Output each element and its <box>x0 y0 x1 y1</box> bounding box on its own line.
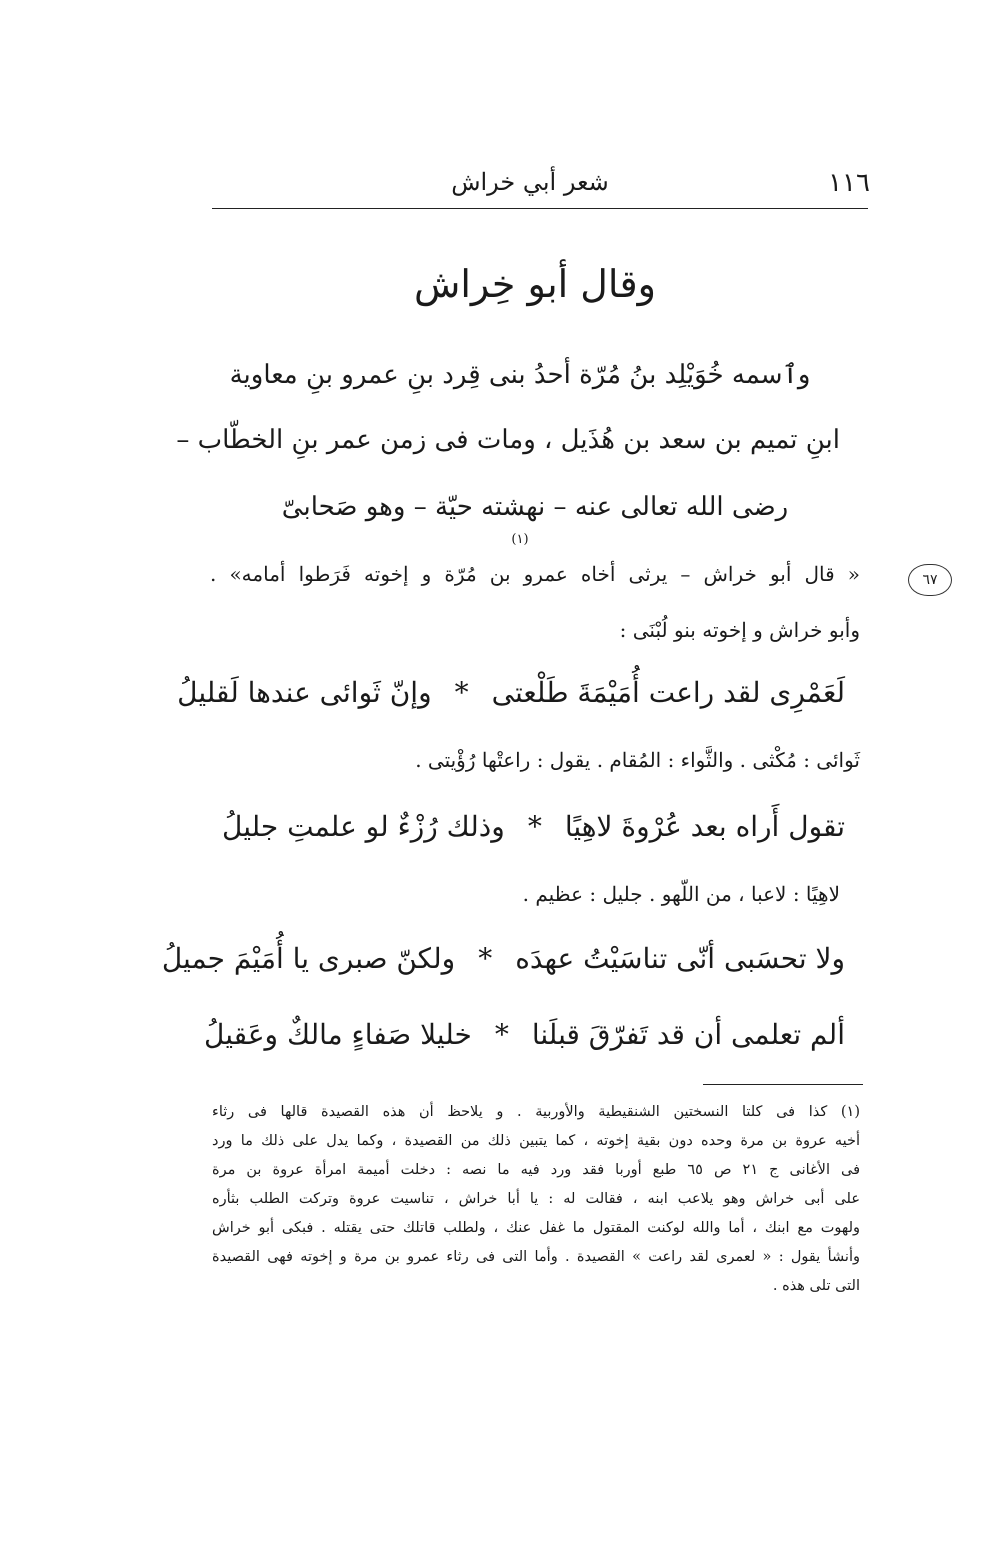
verse-4-separator: * <box>494 1018 509 1051</box>
verse-2 <box>221 810 845 843</box>
intro-line-3: رضى الله تعالى عنه – نهشته حيّة – وهو صَحابىّ <box>281 492 789 522</box>
verse-3-first-hemistich: ولا تحسَبى أنّى تناسَيْتُ عهدَه <box>515 942 845 975</box>
margin-page-marker: ٦٧ <box>908 564 952 596</box>
running-header-title: شعر أبي خراش <box>451 168 609 196</box>
verse-1 <box>177 676 845 709</box>
family-intro-line: وأبو خراش و إخوته بنو لُبْنَى : <box>619 618 860 642</box>
gloss-2: لاهِيًا : لاعبا ، من اللّهو . جليل : عظيم . <box>522 882 840 906</box>
verse-2-first-hemistich: تقول أَراه بعد عُرْوةَ لاهِيًا <box>564 810 845 843</box>
page-number: ١١٦ <box>828 168 870 198</box>
verse-1-second-hemistich: وإنّ ثَوائى عندها لَقليلُ <box>177 676 432 709</box>
footnote-line: ولهوت مع ابنك ، أما والله لوكنت المقتول ما غفل عنك ، ولطلب قاتلك حتى يقتله . فبكى أبو خراش <box>212 1220 860 1236</box>
verse-3-separator: * <box>478 942 493 975</box>
footnote-line: التى تلى هذه . <box>772 1278 860 1294</box>
gloss-1: ثَوائى : مُكْثى . والثَّواء : المُقام . يقول : راعتْها رُؤْيتى . <box>415 748 860 772</box>
footnote-reference-mark: (١) <box>511 532 529 547</box>
verse-1-first-hemistich: لَعَمْرِى لقد راعت أُمَيْمَةَ طَلْعتى <box>491 676 845 709</box>
verse-1-separator: * <box>454 676 469 709</box>
footnote-line: (١) كذا فى كلتا النسختين الشنقيطية والأوربية . و يلاحظ أن هذه القصيدة قالها فى رثاء <box>212 1104 860 1120</box>
verse-3 <box>161 942 845 975</box>
section-title: وقال أبو خِراش <box>413 262 657 306</box>
footnote-line: على أبى خراش وهو يلاعب ابنه ، فقالت له : يا أبا خراش ، تناسيت عروة وتركت الطلب بثأره <box>212 1191 860 1207</box>
footnote-line: فى الأغانى ج ٢١ ص ٦٥ طبع أوربا فقد ورد فيه ما نصه : دخلت أميمة امرأة عروة بن مرة <box>212 1162 860 1178</box>
verse-3-second-hemistich: ولكنّ صبرى يا أُمَيْمَ جميلُ <box>161 942 456 975</box>
intro-line-2: ابنِ تميم بن سعد بن هُذَيل ، ومات فى زمن عمر بنِ الخطّاب – <box>176 425 840 455</box>
footnote-line: أخيه عروة بن مرة وحده دون بقية إخوته ، كما يتبين ذلك من القصيدة ، وكما يدل على ذلك ما ورد <box>212 1133 860 1149</box>
footnotes <box>212 1098 860 1301</box>
footnote-line: وأنشأ يقول : « لعمرى لقد راعت » القصيدة . وأما التى فى رثاء عمرو بن مرة و إخوته فهى القصيدة <box>212 1249 860 1265</box>
verse-2-separator: * <box>527 810 542 843</box>
footnote-rule <box>703 1084 863 1085</box>
verse-2-second-hemistich: وذلك رُزْءٌ لو علمتِ جليلُ <box>221 810 505 843</box>
verse-4-first-hemistich: ألم تعلمى أن قد تَفرّقَ قبلَنا <box>531 1018 845 1051</box>
intro-line-1: وٱسمه خُوَيْلِد بنُ مُرّة أحدُ بنى قِرد بنِ عمرو بنِ معاوية <box>229 360 811 390</box>
verse-4-second-hemistich: خليلا صَفاءٍ مالكٌ وعَقيلُ <box>204 1018 472 1051</box>
quoted-attribution-line: « قال أبو خراش – يرثى أخاه عمرو بن مُرّة و إخوته فَرَطوا أمامه» . <box>210 562 861 586</box>
verse-4 <box>204 1018 845 1051</box>
header-rule <box>212 208 868 209</box>
